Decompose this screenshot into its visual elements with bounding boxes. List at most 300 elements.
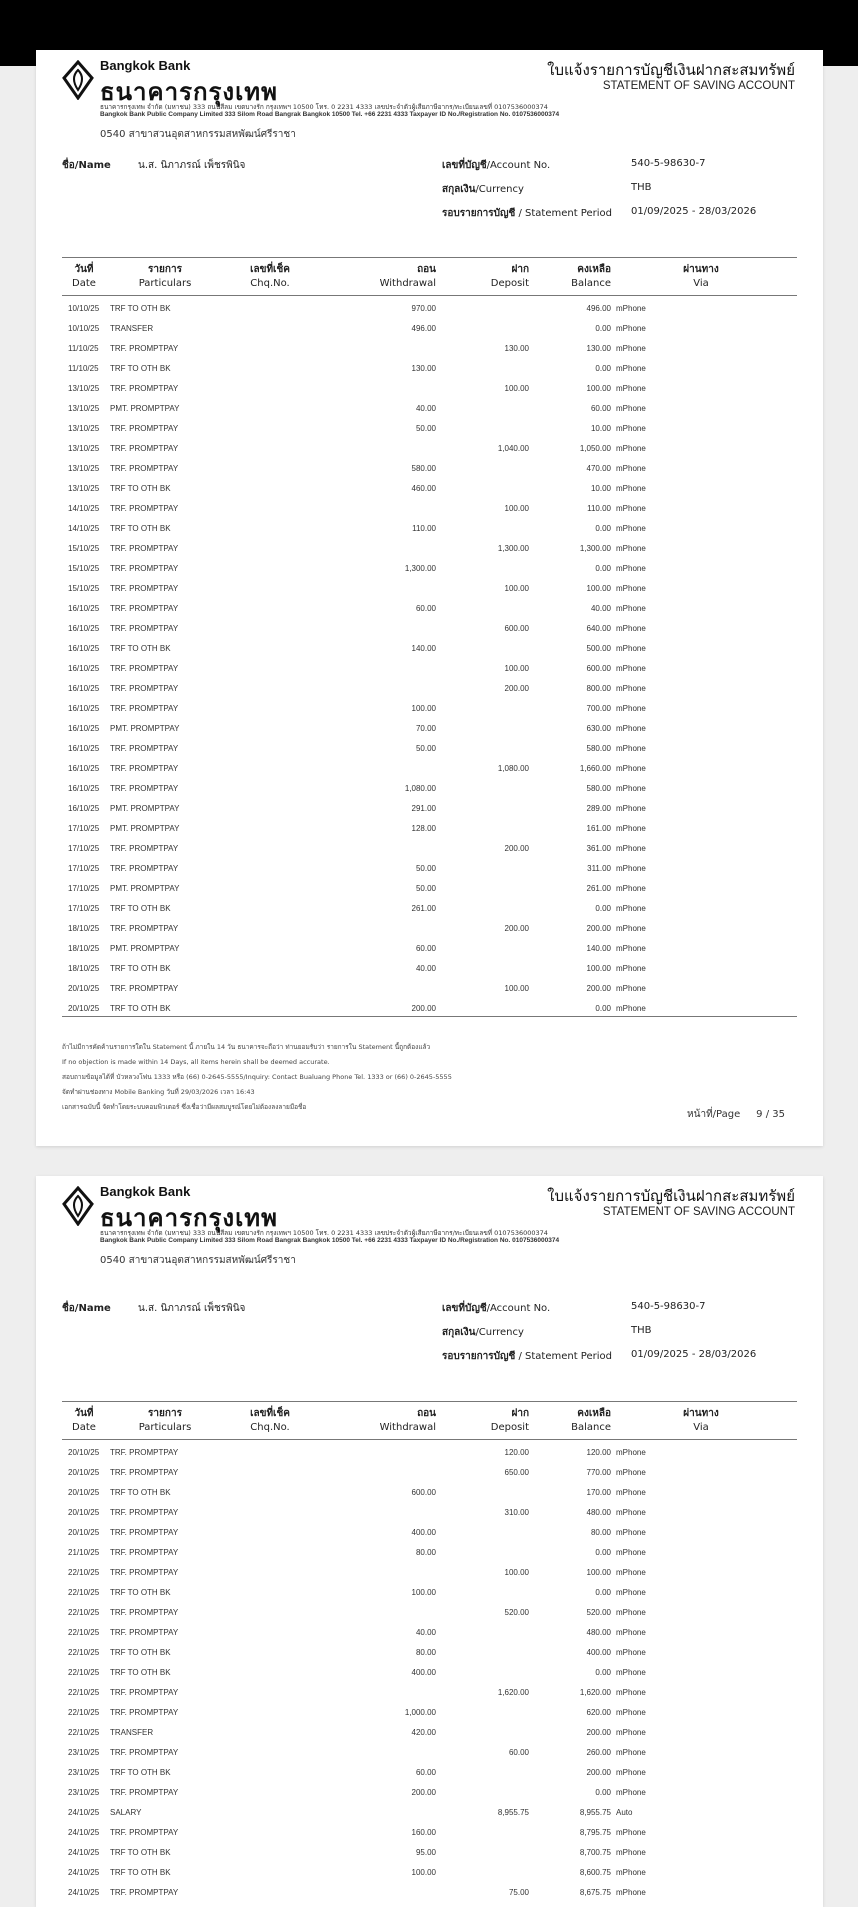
table-row	[36, 1682, 823, 1702]
table-row	[36, 438, 823, 458]
cell-date: 16/10/25	[68, 784, 100, 793]
cell-deposit: 200.00	[504, 684, 529, 693]
cell-particulars: TRF TO OTH BK	[110, 524, 171, 533]
cell-particulars: TRF. PROMPTPAY	[110, 984, 179, 993]
table-row	[36, 698, 823, 718]
cell-via: mPhone	[616, 904, 646, 913]
cell-date: 22/10/25	[68, 1668, 100, 1677]
cell-withdrawal: 50.00	[415, 884, 436, 893]
cell-withdrawal: 291.00	[411, 804, 436, 813]
cell-balance: 470.00	[586, 464, 611, 473]
cell-via: mPhone	[616, 1828, 646, 1837]
cell-via: mPhone	[616, 1768, 646, 1777]
cell-balance: 520.00	[586, 1608, 611, 1617]
cell-balance: 480.00	[586, 1628, 611, 1637]
cell-particulars: TRF. PROMPTPAY	[110, 624, 179, 633]
cell-date: 15/10/25	[68, 564, 100, 573]
table-row	[36, 1462, 823, 1482]
cell-date: 22/10/25	[68, 1648, 100, 1657]
currency-label: สกุลเงิน/Currency	[442, 184, 524, 195]
cell-particulars: TRF. PROMPTPAY	[110, 384, 179, 393]
cell-via: mPhone	[616, 724, 646, 733]
cell-particulars: TRF. PROMPTPAY	[110, 1608, 179, 1617]
cell-balance: 0.00	[595, 564, 611, 573]
page-number: หน้าที่/Page 9 / 35	[687, 1109, 785, 1120]
table-row	[36, 1522, 823, 1542]
table-row	[36, 1762, 823, 1782]
cell-balance: 580.00	[586, 784, 611, 793]
cell-balance: 700.00	[586, 704, 611, 713]
table-bottom-rule	[62, 1016, 797, 1017]
cell-balance: 1,620.00	[579, 1688, 611, 1697]
cell-date: 15/10/25	[68, 584, 100, 593]
table-row	[36, 778, 823, 798]
cell-particulars: PMT. PROMPTPAY	[110, 404, 180, 413]
cell-date: 20/10/25	[68, 1468, 100, 1477]
table-row	[36, 1702, 823, 1722]
cell-particulars: TRANSFER	[110, 324, 154, 333]
cell-balance: 60.00	[590, 404, 611, 413]
cell-deposit: 200.00	[504, 924, 529, 933]
cell-date: 22/10/25	[68, 1608, 100, 1617]
cell-particulars: TRF. PROMPTPAY	[110, 504, 179, 513]
cell-balance: 200.00	[586, 924, 611, 933]
footer-note-th: ถ้าไม่มีการคัดค้านรายการใดใน Statement นี้ ภายใน 14 วัน ธนาคารจะถือว่า ท่านยอมรับว่า รายการใน Statement นี้ถูกต้องแล้ว	[62, 1043, 431, 1051]
cell-withdrawal: 100.00	[411, 704, 436, 713]
account-label: เลขที่บัญชี/Account No.	[442, 160, 551, 171]
cell-date: 16/10/25	[68, 804, 100, 813]
table-row	[36, 298, 823, 318]
table-row	[36, 318, 823, 338]
col-chq-th: เลขที่เช็ค	[250, 264, 290, 275]
cell-deposit: 100.00	[504, 664, 529, 673]
table-row	[36, 838, 823, 858]
cell-balance: 800.00	[586, 684, 611, 693]
cell-date: 14/10/25	[68, 524, 100, 533]
cell-date: 13/10/25	[68, 484, 100, 493]
period-label: รอบรายการบัญชี / Statement Period	[442, 208, 612, 219]
cell-deposit: 8,955.75	[497, 1808, 529, 1817]
cell-via: mPhone	[616, 324, 646, 333]
col-withdrawal-en: Withdrawal	[379, 1422, 436, 1433]
name-label: ชื่อ/Name	[62, 160, 111, 171]
cell-withdrawal: 100.00	[411, 1588, 436, 1597]
cell-balance: 770.00	[586, 1468, 611, 1477]
table-row	[36, 1782, 823, 1802]
cell-balance: 170.00	[586, 1488, 611, 1497]
cell-balance: 0.00	[595, 364, 611, 373]
cell-balance: 8,795.75	[579, 1828, 611, 1837]
col-chq-th: เลขที่เช็ค	[250, 1408, 290, 1419]
cell-balance: 400.00	[586, 1648, 611, 1657]
cell-balance: 8,955.75	[579, 1808, 611, 1817]
cell-balance: 1,050.00	[579, 444, 611, 453]
cell-particulars: TRF. PROMPTPAY	[110, 604, 179, 613]
cell-date: 17/10/25	[68, 864, 100, 873]
table-row	[36, 1622, 823, 1642]
col-date-en: Date	[72, 278, 96, 289]
table-header-rule	[62, 1439, 797, 1440]
period-value: 01/09/2025 - 28/03/2026	[631, 1349, 757, 1360]
footer-inquiry: สอบถามข้อมูลได้ที่ บัวหลวงโฟน 1333 หรือ (66) 0-2645-5555/Inquiry: Contact Bualuang Phone Tel. 1333 or (66) 0-2645-5555	[62, 1073, 452, 1081]
table-row	[36, 598, 823, 618]
table-top-rule	[62, 1401, 797, 1402]
cell-withdrawal: 200.00	[411, 1788, 436, 1797]
table-row	[36, 1662, 823, 1682]
cell-withdrawal: 50.00	[415, 864, 436, 873]
cell-balance: 80.00	[590, 1528, 611, 1537]
cell-via: mPhone	[616, 544, 646, 553]
table-row	[36, 1542, 823, 1562]
cell-via: mPhone	[616, 564, 646, 573]
table-row	[36, 718, 823, 738]
bank-name-th: ธนาคารกรุงเทพ	[100, 1204, 278, 1232]
cell-deposit: 1,080.00	[497, 764, 529, 773]
cell-deposit: 120.00	[504, 1448, 529, 1457]
table-row	[36, 558, 823, 578]
table-row	[36, 1602, 823, 1622]
cell-deposit: 600.00	[504, 624, 529, 633]
cell-via: mPhone	[616, 1868, 646, 1877]
name-value: น.ส. นิภาภรณ์ เพ็ชรพินิจ	[138, 160, 246, 171]
cell-date: 22/10/25	[68, 1568, 100, 1577]
col-date-en: Date	[72, 1422, 96, 1433]
table-row	[36, 358, 823, 378]
col-withdrawal-th: ถอน	[417, 1408, 436, 1419]
cell-date: 23/10/25	[68, 1768, 100, 1777]
cell-particulars: TRF. PROMPTPAY	[110, 344, 179, 353]
cell-balance: 200.00	[586, 1768, 611, 1777]
cell-deposit: 1,620.00	[497, 1688, 529, 1697]
table-top-rule	[62, 257, 797, 258]
cell-deposit: 520.00	[504, 1608, 529, 1617]
cell-via: mPhone	[616, 604, 646, 613]
cell-withdrawal: 100.00	[411, 1868, 436, 1877]
account-label: เลขที่บัญชี/Account No.	[442, 1303, 551, 1314]
cell-withdrawal: 60.00	[415, 604, 436, 613]
cell-particulars: TRF TO OTH BK	[110, 364, 171, 373]
cell-via: mPhone	[616, 944, 646, 953]
cell-date: 20/10/25	[68, 1488, 100, 1497]
cell-balance: 0.00	[595, 1004, 611, 1013]
cell-particulars: TRF. PROMPTPAY	[110, 1788, 179, 1797]
bank-address-th: ธนาคารกรุงเทพ จำกัด (มหาชน) 333 ถนนสีลม เขตบางรัก กรุงเทพฯ 10500 โทร. 0 2231 4333 เลขประจำตัวผู้เสียภาษีอากร/ทะเบียนเลขที่ 0107536000374	[100, 103, 548, 111]
footer-note-en: If no objection is made within 14 Days, all items herein shall be deemed accurate.	[62, 1058, 330, 1066]
cell-balance: 100.00	[586, 1568, 611, 1577]
cell-via: mPhone	[616, 1668, 646, 1677]
cell-date: 24/10/25	[68, 1828, 100, 1837]
cell-deposit: 200.00	[504, 844, 529, 853]
cell-balance: 630.00	[586, 724, 611, 733]
cell-via: mPhone	[616, 1608, 646, 1617]
cell-withdrawal: 80.00	[415, 1548, 436, 1557]
cell-date: 22/10/25	[68, 1628, 100, 1637]
cell-date: 23/10/25	[68, 1748, 100, 1757]
cell-via: mPhone	[616, 484, 646, 493]
col-date-th: วันที่	[74, 1408, 94, 1419]
cell-balance: 8,600.75	[579, 1868, 611, 1877]
bank-address-th: ธนาคารกรุงเทพ จำกัด (มหาชน) 333 ถนนสีลม เขตบางรัก กรุงเทพฯ 10500 โทร. 0 2231 4333 เลขประจำตัวผู้เสียภาษีอากร/ทะเบียนเลขที่ 0107536000374	[100, 1229, 548, 1237]
cell-particulars: TRF TO OTH BK	[110, 1648, 171, 1657]
table-row	[36, 478, 823, 498]
currency-value: THB	[631, 182, 652, 193]
cell-particulars: TRF TO OTH BK	[110, 1868, 171, 1877]
cell-deposit: 310.00	[504, 1508, 529, 1517]
cell-via: mPhone	[616, 1548, 646, 1557]
cell-particulars: TRF. PROMPTPAY	[110, 444, 179, 453]
cell-particulars: TRF. PROMPTPAY	[110, 1888, 179, 1897]
col-via-th: ผ่านทาง	[683, 1408, 719, 1419]
cell-balance: 0.00	[595, 904, 611, 913]
name-value: น.ส. นิภาภรณ์ เพ็ชรพินิจ	[138, 1303, 246, 1314]
cell-balance: 0.00	[595, 324, 611, 333]
cell-balance: 311.00	[587, 864, 611, 873]
cell-withdrawal: 496.00	[411, 324, 436, 333]
cell-date: 23/10/25	[68, 1788, 100, 1797]
cell-deposit: 100.00	[504, 504, 529, 513]
cell-particulars: TRANSFER	[110, 1728, 154, 1737]
table-row	[36, 1642, 823, 1662]
cell-date: 15/10/25	[68, 544, 100, 553]
cell-withdrawal: 70.00	[415, 724, 436, 733]
cell-withdrawal: 580.00	[411, 464, 436, 473]
cell-withdrawal: 130.00	[411, 364, 436, 373]
cell-via: mPhone	[616, 1708, 646, 1717]
table-row	[36, 958, 823, 978]
cell-date: 22/10/25	[68, 1708, 100, 1717]
table-row	[36, 938, 823, 958]
table-row	[36, 918, 823, 938]
cell-particulars: PMT. PROMPTPAY	[110, 724, 180, 733]
currency-value: THB	[631, 1325, 652, 1336]
cell-date: 13/10/25	[68, 444, 100, 453]
cell-particulars: TRF. PROMPTPAY	[110, 1548, 179, 1557]
cell-particulars: TRF. PROMPTPAY	[110, 1468, 179, 1477]
cell-via: mPhone	[616, 1848, 646, 1857]
cell-withdrawal: 60.00	[415, 944, 436, 953]
cell-deposit: 100.00	[504, 1568, 529, 1577]
col-deposit-th: ฝาก	[511, 264, 529, 275]
table-row	[36, 418, 823, 438]
statement-title-en: STATEMENT OF SAVING ACCOUNT	[602, 80, 795, 92]
cell-particulars: PMT. PROMPTPAY	[110, 804, 180, 813]
cell-particulars: TRF. PROMPTPAY	[110, 704, 179, 713]
cell-via: mPhone	[616, 384, 646, 393]
cell-via: mPhone	[616, 1788, 646, 1797]
table-row	[36, 1502, 823, 1522]
cell-balance: 0.00	[595, 1548, 611, 1557]
cell-date: 16/10/25	[68, 744, 100, 753]
cell-via: mPhone	[616, 744, 646, 753]
cell-particulars: TRF. PROMPTPAY	[110, 464, 179, 473]
cell-via: mPhone	[616, 344, 646, 353]
cell-via: mPhone	[616, 884, 646, 893]
cell-via: mPhone	[616, 664, 646, 673]
col-balance-th: คงเหลือ	[577, 264, 611, 275]
cell-balance: 161.00	[586, 824, 611, 833]
table-row	[36, 638, 823, 658]
cell-balance: 1,660.00	[579, 764, 611, 773]
cell-withdrawal: 40.00	[415, 404, 436, 413]
cell-via: mPhone	[616, 804, 646, 813]
name-label: ชื่อ/Name	[62, 1303, 111, 1314]
cell-deposit: 75.00	[508, 1888, 529, 1897]
table-row	[36, 998, 823, 1018]
cell-particulars: TRF. PROMPTPAY	[110, 684, 179, 693]
cell-particulars: TRF. PROMPTPAY	[110, 1448, 179, 1457]
cell-via: mPhone	[616, 584, 646, 593]
bangkok-bank-logo-icon	[62, 60, 94, 100]
cell-via: mPhone	[616, 364, 646, 373]
cell-particulars: TRF TO OTH BK	[110, 904, 171, 913]
cell-withdrawal: 50.00	[415, 744, 436, 753]
col-balance-en: Balance	[571, 1422, 611, 1433]
cell-particulars: TRF TO OTH BK	[110, 1668, 171, 1677]
col-balance-th: คงเหลือ	[577, 1408, 611, 1419]
table-row	[36, 858, 823, 878]
table-row	[36, 1442, 823, 1462]
statement-page-2	[36, 1176, 823, 1907]
cell-particulars: TRF. PROMPTPAY	[110, 664, 179, 673]
bank-name-en: Bangkok Bank	[100, 58, 191, 73]
cell-balance: 200.00	[586, 984, 611, 993]
col-via-en: Via	[693, 278, 709, 289]
table-row	[36, 878, 823, 898]
cell-withdrawal: 1,000.00	[404, 1708, 436, 1717]
cell-balance: 10.00	[590, 424, 611, 433]
col-chq-en: Chq.No.	[250, 1422, 290, 1433]
bank-address-en: Bangkok Bank Public Company Limited 333 Silom Road Bangrak Bangkok 10500 Tel. +66 2231 4333 Taxpayer ID No./Registration No. 0107536000374	[100, 111, 560, 118]
cell-particulars: TRF TO OTH BK	[110, 304, 171, 313]
table-row	[36, 658, 823, 678]
cell-via: mPhone	[616, 504, 646, 513]
cell-withdrawal: 1,300.00	[404, 564, 436, 573]
cell-via: mPhone	[616, 1588, 646, 1597]
cell-via: mPhone	[616, 644, 646, 653]
cell-via: mPhone	[616, 684, 646, 693]
cell-via: mPhone	[616, 1648, 646, 1657]
cell-deposit: 60.00	[508, 1748, 529, 1757]
cell-date: 10/10/25	[68, 304, 100, 313]
table-row	[36, 898, 823, 918]
cell-balance: 640.00	[586, 624, 611, 633]
cell-particulars: TRF. PROMPTPAY	[110, 864, 179, 873]
cell-withdrawal: 460.00	[411, 484, 436, 493]
cell-particulars: TRF. PROMPTPAY	[110, 564, 179, 573]
cell-via: mPhone	[616, 1508, 646, 1517]
cell-particulars: TRF. PROMPTPAY	[110, 1528, 179, 1537]
table-header-rule	[62, 295, 797, 296]
cell-particulars: TRF. PROMPTPAY	[110, 1568, 179, 1577]
table-row	[36, 1862, 823, 1882]
cell-particulars: TRF. PROMPTPAY	[110, 764, 179, 773]
cell-deposit: 100.00	[504, 384, 529, 393]
cell-deposit: 650.00	[504, 1468, 529, 1477]
cell-withdrawal: 261.00	[411, 904, 436, 913]
cell-particulars: TRF. PROMPTPAY	[110, 584, 179, 593]
cell-particulars: PMT. PROMPTPAY	[110, 884, 180, 893]
cell-withdrawal: 50.00	[415, 424, 436, 433]
cell-particulars: TRF TO OTH BK	[110, 644, 171, 653]
cell-via: mPhone	[616, 1888, 646, 1897]
cell-balance: 480.00	[586, 1508, 611, 1517]
cell-date: 24/10/25	[68, 1808, 100, 1817]
cell-balance: 620.00	[586, 1708, 611, 1717]
cell-balance: 289.00	[586, 804, 611, 813]
table-row	[36, 538, 823, 558]
cell-via: mPhone	[616, 304, 646, 313]
cell-via: mPhone	[616, 464, 646, 473]
cell-deposit: 1,040.00	[497, 444, 529, 453]
cell-date: 20/10/25	[68, 1004, 100, 1013]
table-row	[36, 1722, 823, 1742]
cell-via: mPhone	[616, 924, 646, 933]
cell-balance: 261.00	[586, 884, 611, 893]
cell-via: mPhone	[616, 1628, 646, 1637]
cell-balance: 120.00	[586, 1448, 611, 1457]
cell-date: 20/10/25	[68, 1508, 100, 1517]
table-row	[36, 1582, 823, 1602]
cell-date: 16/10/25	[68, 604, 100, 613]
cell-via: mPhone	[616, 984, 646, 993]
cell-date: 24/10/25	[68, 1868, 100, 1877]
cell-particulars: TRF TO OTH BK	[110, 964, 171, 973]
cell-balance: 0.00	[595, 1788, 611, 1797]
cell-balance: 100.00	[586, 964, 611, 973]
cell-via: mPhone	[616, 404, 646, 413]
cell-deposit: 100.00	[504, 984, 529, 993]
table-row	[36, 678, 823, 698]
cell-balance: 0.00	[595, 1668, 611, 1677]
cell-via: mPhone	[616, 784, 646, 793]
cell-date: 17/10/25	[68, 844, 100, 853]
cell-particulars: TRF TO OTH BK	[110, 1768, 171, 1777]
cell-date: 18/10/25	[68, 964, 100, 973]
col-deposit-en: Deposit	[490, 278, 529, 289]
cell-via: mPhone	[616, 1528, 646, 1537]
cell-balance: 500.00	[586, 644, 611, 653]
cell-balance: 100.00	[586, 384, 611, 393]
cell-withdrawal: 128.00	[411, 824, 436, 833]
cell-via: mPhone	[616, 624, 646, 633]
bank-name-en: Bangkok Bank	[100, 1184, 191, 1199]
footer-disclaimer: เอกสารฉบับนี้ จัดทำโดยระบบคอมพิวเตอร์ ซึ่งเชื่อว่ามีผลสมบูรณ์โดยไม่ต้องลงลายมือชื่อ	[62, 1103, 307, 1111]
statement-header	[36, 1176, 823, 1276]
cell-date: 16/10/25	[68, 724, 100, 733]
col-particulars-th: รายการ	[148, 264, 182, 275]
cell-via: mPhone	[616, 1448, 646, 1457]
cell-via: mPhone	[616, 704, 646, 713]
cell-via: mPhone	[616, 1748, 646, 1757]
cell-date: 13/10/25	[68, 424, 100, 433]
cell-via: Auto	[616, 1808, 633, 1817]
cell-date: 16/10/25	[68, 704, 100, 713]
branch-name: 0540 สาขาสวนอุตสาหกรรมสหพัฒน์ศรีราชา	[100, 129, 296, 140]
cell-via: mPhone	[616, 864, 646, 873]
table-row	[36, 378, 823, 398]
cell-via: mPhone	[616, 1728, 646, 1737]
cell-particulars: TRF. PROMPTPAY	[110, 424, 179, 433]
period-label: รอบรายการบัญชี / Statement Period	[442, 1351, 612, 1362]
statement-header	[36, 50, 823, 150]
statement-title-th: ใบแจ้งรายการบัญชีเงินฝากสะสมทรัพย์	[547, 1187, 795, 1205]
cell-withdrawal: 970.00	[411, 304, 436, 313]
table-row	[36, 1482, 823, 1502]
cell-date: 17/10/25	[68, 904, 100, 913]
cell-date: 22/10/25	[68, 1588, 100, 1597]
cell-date: 20/10/25	[68, 984, 100, 993]
cell-particulars: TRF. PROMPTPAY	[110, 1508, 179, 1517]
